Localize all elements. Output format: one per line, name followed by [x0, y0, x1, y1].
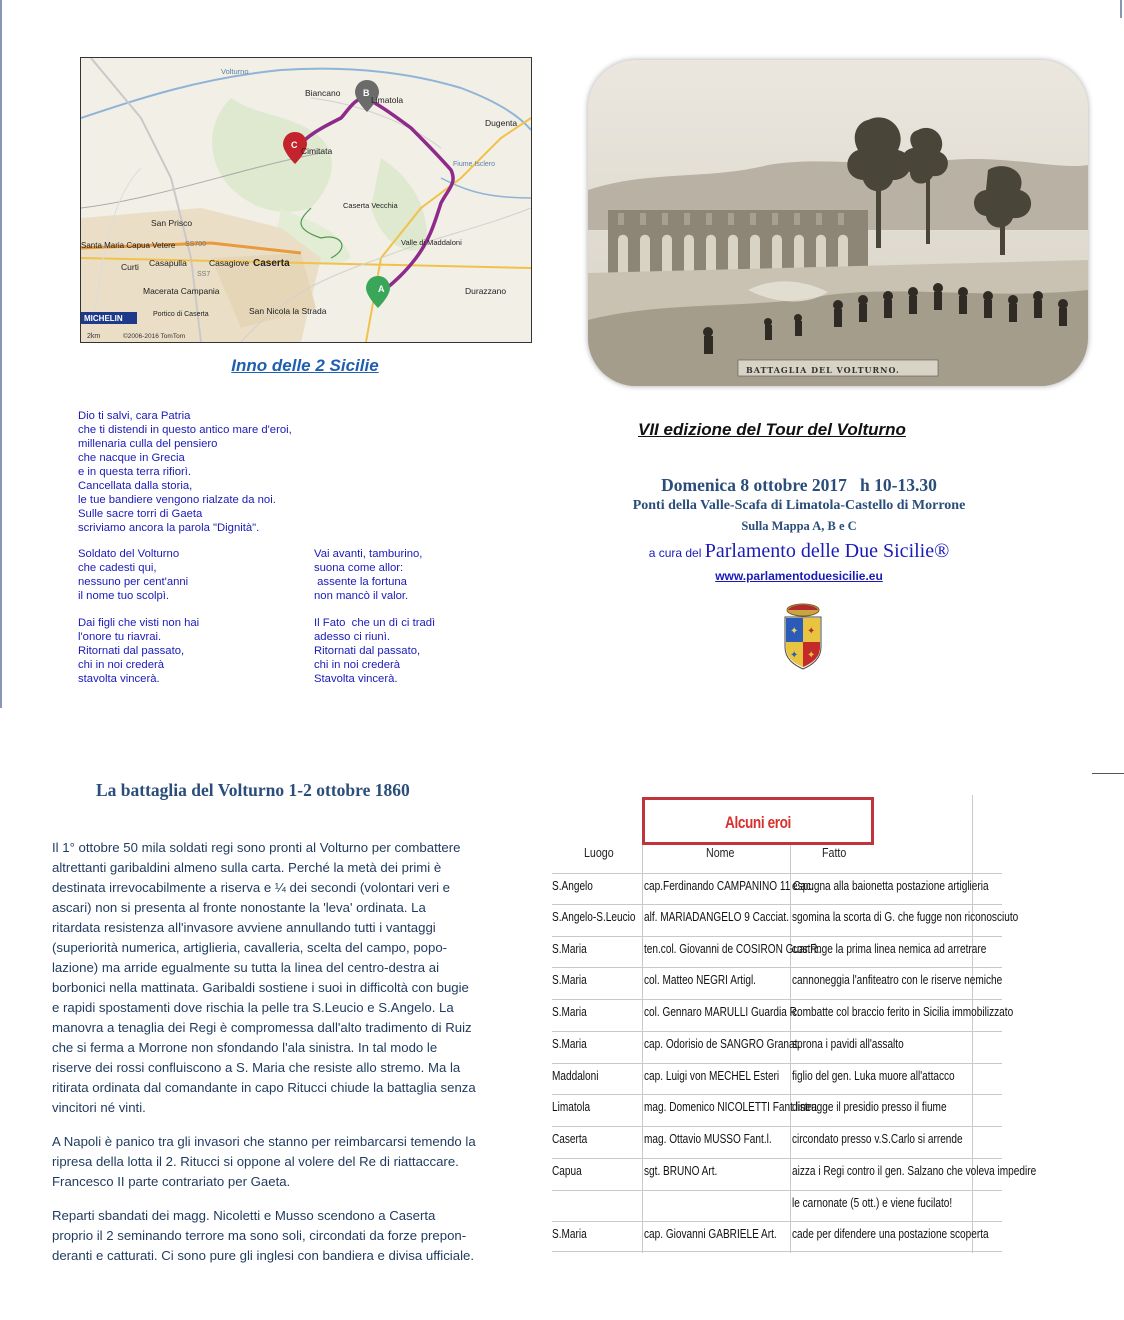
- verse-line: Sulle sacre torri di Gaeta: [78, 508, 203, 520]
- svg-text:✦: ✦: [790, 650, 799, 661]
- table-cell-luogo: Maddaloni: [552, 1069, 599, 1083]
- svg-text:San Nicola la Strada: San Nicola la Strada: [249, 306, 327, 316]
- table-row-rule: [552, 1126, 1002, 1127]
- table-cell-fatto: cade per difendere una postazione scoperta: [792, 1227, 989, 1241]
- text-line: destinata irrevocabilmente a riserva e ¼ dei secondi (volontari veri e: [52, 880, 451, 895]
- svg-text:C: C: [291, 140, 298, 150]
- verse-line: Vai avanti, tamburino,: [314, 548, 423, 560]
- table-cell-fatto: distrugge il presidio presso il fiume: [792, 1100, 947, 1114]
- verse-line: chi in noi crederà: [78, 659, 165, 671]
- text-line: (superiorità numerica, artiglieria, cavalleria, scelta del campo, popo-: [52, 940, 448, 955]
- hymn-stanza-5: [314, 616, 435, 686]
- table-cell-luogo: S.Maria: [552, 1037, 587, 1051]
- table-cell-luogo: S.Maria: [552, 973, 587, 987]
- table-cell-nome: alf. MARIADANGELO 9 Cacciat.: [644, 910, 790, 924]
- svg-text:Dugenta: Dugenta: [485, 118, 518, 128]
- svg-text:Limatola: Limatola: [371, 95, 404, 105]
- page-margin-rule: [0, 0, 2, 708]
- table-cell-fatto: cannoneggia l'anfiteatro con le riserve nemiche: [792, 973, 1003, 987]
- svg-text:B: B: [363, 88, 370, 98]
- text-line: Francesco II parte contrariato per Gaeta.: [52, 1174, 291, 1189]
- svg-text:A: A: [378, 284, 385, 294]
- svg-text:Biancano: Biancano: [305, 88, 341, 98]
- heroes-title: Alcuni eroi: [725, 813, 791, 832]
- svg-text:©2006-2016 TomTom: ©2006-2016 TomTom: [123, 333, 186, 340]
- svg-text:Macerata Campania: Macerata Campania: [143, 286, 220, 296]
- page-margin-rule-right: [1120, 0, 1122, 18]
- table-cell-nome: col. Matteo NEGRI Artigl.: [644, 973, 756, 987]
- coat-of-arms: [780, 601, 826, 671]
- table-cell-luogo: Caserta: [552, 1132, 588, 1146]
- verse-line: Stavolta vincerà.: [314, 673, 398, 685]
- hymn-stanza-3: [78, 616, 199, 686]
- table-divider: [972, 795, 973, 1253]
- verse-line: le tue bandiere vengono rialzate da noi.: [78, 494, 276, 506]
- table-row-rule: [552, 1063, 1002, 1064]
- table-cell-nome: cap. Odorisio de SANGRO Granat.: [644, 1037, 801, 1051]
- table-cell-luogo: S.Maria: [552, 942, 587, 956]
- verse-line: Cancellata dalla storia,: [78, 480, 193, 492]
- svg-text:Volturno: Volturno: [221, 67, 249, 76]
- table-cell-fatto: combatte col braccio ferito in Sicilia immobilizzato: [792, 1005, 1014, 1019]
- table-cell-nome: mag. Domenico NICOLETTI Fant.linea: [644, 1100, 818, 1114]
- table-cell-nome: ten.col. Giovanni de COSIRON Guar.R.: [644, 942, 821, 956]
- table-row-rule: [552, 1190, 1002, 1191]
- svg-text:Casapulla: Casapulla: [149, 258, 187, 268]
- column-header-fatto: Fatto: [822, 845, 847, 860]
- svg-text:SS7: SS7: [197, 271, 211, 278]
- verse-line: che ti distendi in questo antico mare d'eroi,: [78, 424, 292, 436]
- hymn-title[interactable]: Inno delle 2 Sicilie: [231, 356, 379, 375]
- text-line: e rapidi spostamenti dove rischia la pelle tra S.Leucio e S.Angelo. La: [52, 1000, 454, 1015]
- battle-paragraph-3: [52, 1206, 510, 1266]
- organizer-prefix: a cura del: [648, 546, 705, 560]
- svg-text:2km: 2km: [87, 333, 101, 340]
- table-row-rule: [552, 904, 1002, 905]
- page-dash: [1092, 773, 1124, 774]
- table-row-rule: [552, 1251, 1002, 1252]
- verse-line: suona come allor:: [314, 562, 404, 574]
- table-row-rule: [552, 1031, 1002, 1032]
- table-cell-fatto: sgomina la scorta di G. che fugge non riconosciuto: [792, 910, 1019, 924]
- svg-text:Durazzano: Durazzano: [465, 286, 507, 296]
- battle-paragraph-2: [52, 1132, 510, 1192]
- text-line: altrettanti garibaldini almeno sulla carta. Perché la metà dei primi è: [52, 860, 442, 875]
- text-line: ascari) non si presenta al fronte nonostante la 'leva' ordinata. La: [52, 900, 426, 915]
- table-cell-fatto: costringe la prima linea nemica ad arretrare: [792, 942, 987, 956]
- text-line: riserve dei rossi confluiscono a S. Maria che resiste allo stremo. Ma la: [52, 1060, 461, 1075]
- svg-text:✦: ✦: [807, 626, 816, 637]
- verse-line: Soldato del Volturno: [78, 548, 180, 560]
- svg-text:Portico di Caserta: Portico di Caserta: [153, 311, 209, 318]
- text-line: A Napoli è panico tra gli invasori che stanno per reimbarcarsi temendo la: [52, 1134, 476, 1149]
- table-divider: [642, 845, 643, 1253]
- table-row-rule: [552, 873, 1002, 874]
- svg-text:MICHELIN: MICHELIN: [84, 314, 123, 323]
- svg-text:Valle di Maddaloni: Valle di Maddaloni: [401, 238, 462, 247]
- svg-text:Caserta: Caserta: [253, 258, 290, 269]
- table-cell-luogo: S.Angelo: [552, 879, 593, 893]
- route-map: [80, 57, 532, 343]
- text-line: vincitori né vinti.: [52, 1100, 146, 1115]
- text-line: che si ferma a Morrone non sfondando l'ala sinistra. In tal modo le: [52, 1040, 438, 1055]
- table-cell-fatto: sprona i pavidi all'assalto: [792, 1037, 904, 1051]
- table-row-rule: [552, 1221, 1002, 1222]
- text-line: ritardata resistenza all'invasore avviene annullando tutti i vantaggi: [52, 920, 436, 935]
- table-cell-nome: cap.Ferdinando CAMPANINO 11 Cac.: [644, 879, 814, 893]
- table-cell-luogo: Capua: [552, 1164, 582, 1178]
- text-line: Reparti sbandati dei magg. Nicoletti e Musso scendono a Caserta: [52, 1208, 436, 1223]
- verse-line: adesso ci riunì.: [314, 631, 390, 643]
- table-cell-fatto: circondato presso v.S.Carlo si arrende: [792, 1132, 963, 1146]
- table-cell-fatto: figlio del gen. Luka muore all'attacco: [792, 1069, 955, 1083]
- verse-line: Dio ti salvi, cara Patria: [78, 410, 191, 422]
- website-link[interactable]: www.parlamentoduesicilie.eu: [715, 569, 883, 583]
- table-cell-fatto: aizza i Regi contro il gen. Salzano che voleva impedire: [792, 1164, 1037, 1178]
- text-line: borbonici nella mattinata. Garibaldi sostiene i suoi in difficoltà con bugie: [52, 980, 469, 995]
- svg-text:Casagiove: Casagiove: [209, 258, 250, 268]
- hymn-stanza-4: [314, 547, 422, 603]
- verse-line: Ritornati dal passato,: [314, 645, 421, 657]
- table-row-rule: [552, 999, 1002, 1000]
- verse-line: millenaria culla del pensiero: [78, 438, 218, 450]
- table-row-rule: [552, 1158, 1002, 1159]
- table-cell-nome: sgt. BRUNO Art.: [644, 1164, 718, 1178]
- event-date: Domenica 8 ottobre 2017 h 10-13.30: [661, 475, 937, 495]
- tour-title: VII edizione del Tour del Volturno: [638, 420, 906, 439]
- verse-line: Il Fato che un dì ci tradì: [314, 617, 436, 629]
- text-line: lazione) ma arride egualmente su tutta la linea del centro-destra ai: [52, 960, 440, 975]
- verse-line: che nacque in Grecia: [78, 452, 185, 464]
- text-line: proprio il 2 seminando terrore ma sono soli, circondati da forze prepon-: [52, 1228, 467, 1243]
- svg-text:Caserta Vecchia: Caserta Vecchia: [343, 201, 398, 210]
- table-cell-fatto: le carnonate (5 ott.) e viene fucilato!: [792, 1196, 953, 1210]
- organizer-line: [594, 540, 1004, 563]
- heroes-table: [552, 795, 1037, 1255]
- column-header-luogo: Luogo: [584, 845, 614, 860]
- registered-mark: ®: [934, 540, 950, 562]
- verse-line: il nome tuo scolpì.: [78, 590, 170, 602]
- svg-text:✦: ✦: [807, 650, 816, 661]
- battle-engraving: [588, 60, 1088, 386]
- text-line: ritirata ordinata dal comandante in capo Ritucci chiude la battaglia senza: [52, 1080, 476, 1095]
- table-cell-fatto: espugna alla baionetta postazione artiglieria: [792, 879, 989, 893]
- text-line: manovra a tenaglia dei Regi è compromessa dall'alto tradimento di Ruiz: [52, 1020, 472, 1035]
- table-row-rule: [552, 936, 1002, 937]
- verse-line: che cadesti qui,: [78, 562, 157, 574]
- column-header-nome: Nome: [706, 845, 735, 860]
- verse-line: assente la fortuna: [314, 576, 407, 588]
- table-cell-luogo: S.Maria: [552, 1005, 587, 1019]
- battle-title: La battaglia del Volturno 1-2 ottobre 1860: [96, 780, 410, 800]
- table-cell-luogo: S.Angelo-S.Leucio: [552, 910, 636, 924]
- table-cell-nome: mag. Ottavio MUSSO Fant.l.: [644, 1132, 772, 1146]
- verse-line: l'onore tu riavrai.: [78, 631, 162, 643]
- svg-text:Cimitata: Cimitata: [301, 146, 333, 156]
- text-line: Il 1° ottobre 50 mila soldati regi sono pronti al Volturno per combattere: [52, 840, 461, 855]
- svg-text:SS700: SS700: [185, 241, 207, 248]
- event-map-note: Sulla Mappa A, B e C: [741, 519, 857, 533]
- verse-line: non mancò il valor.: [314, 590, 409, 602]
- event-place: Ponti della Valle-Scafa di Limatola-Castello di Morrone: [632, 498, 966, 513]
- table-cell-nome: col. Gennaro MARULLI Guardia R.: [644, 1005, 800, 1019]
- table-cell-nome: cap. Giovanni GABRIELE Art.: [644, 1227, 777, 1241]
- table-cell-nome: cap. Luigi von MECHEL Esteri: [644, 1069, 780, 1083]
- verse-line: nessuno per cent'anni: [78, 576, 189, 588]
- table-cell-luogo: Limatola: [552, 1100, 591, 1114]
- svg-text:Curti: Curti: [121, 262, 139, 272]
- verse-line: scriviamo ancora la parola "Dignità".: [78, 522, 260, 534]
- svg-text:San Prisco: San Prisco: [151, 218, 193, 228]
- battle-paragraph-1: [52, 838, 510, 1118]
- table-cell-luogo: S.Maria: [552, 1227, 587, 1241]
- verse-line: chi in noi crederà: [314, 659, 401, 671]
- verse-line: Dai figli che visti non hai: [78, 617, 200, 629]
- text-line: ripresa della lotta il 2. Ritucci si oppone al volere del Re di riattaccare.: [52, 1154, 459, 1169]
- svg-text:✦: ✦: [790, 626, 799, 637]
- svg-text:Fiume Isclero: Fiume Isclero: [453, 161, 496, 168]
- verse-line: Ritornati dal passato,: [78, 645, 185, 657]
- text-line: deranti e catturati. Ci sono pure gli inglesi con bandiera e divisa ufficiale.: [52, 1248, 474, 1263]
- table-row-rule: [552, 967, 1002, 968]
- hymn-stanza-2: [78, 547, 188, 603]
- hymn-stanza-1: [78, 409, 292, 535]
- organizer-name: Parlamento delle Due Sicilie: [704, 540, 935, 562]
- engraving-caption: BATTAGLIA DEL VOLTURNO.: [746, 365, 900, 375]
- verse-line: stavolta vincerà.: [78, 673, 160, 685]
- svg-text:Santa Maria Capua Vetere: Santa Maria Capua Vetere: [81, 241, 176, 250]
- table-row-rule: [552, 1094, 1002, 1095]
- verse-line: e in questa terra rifiorì.: [78, 466, 192, 478]
